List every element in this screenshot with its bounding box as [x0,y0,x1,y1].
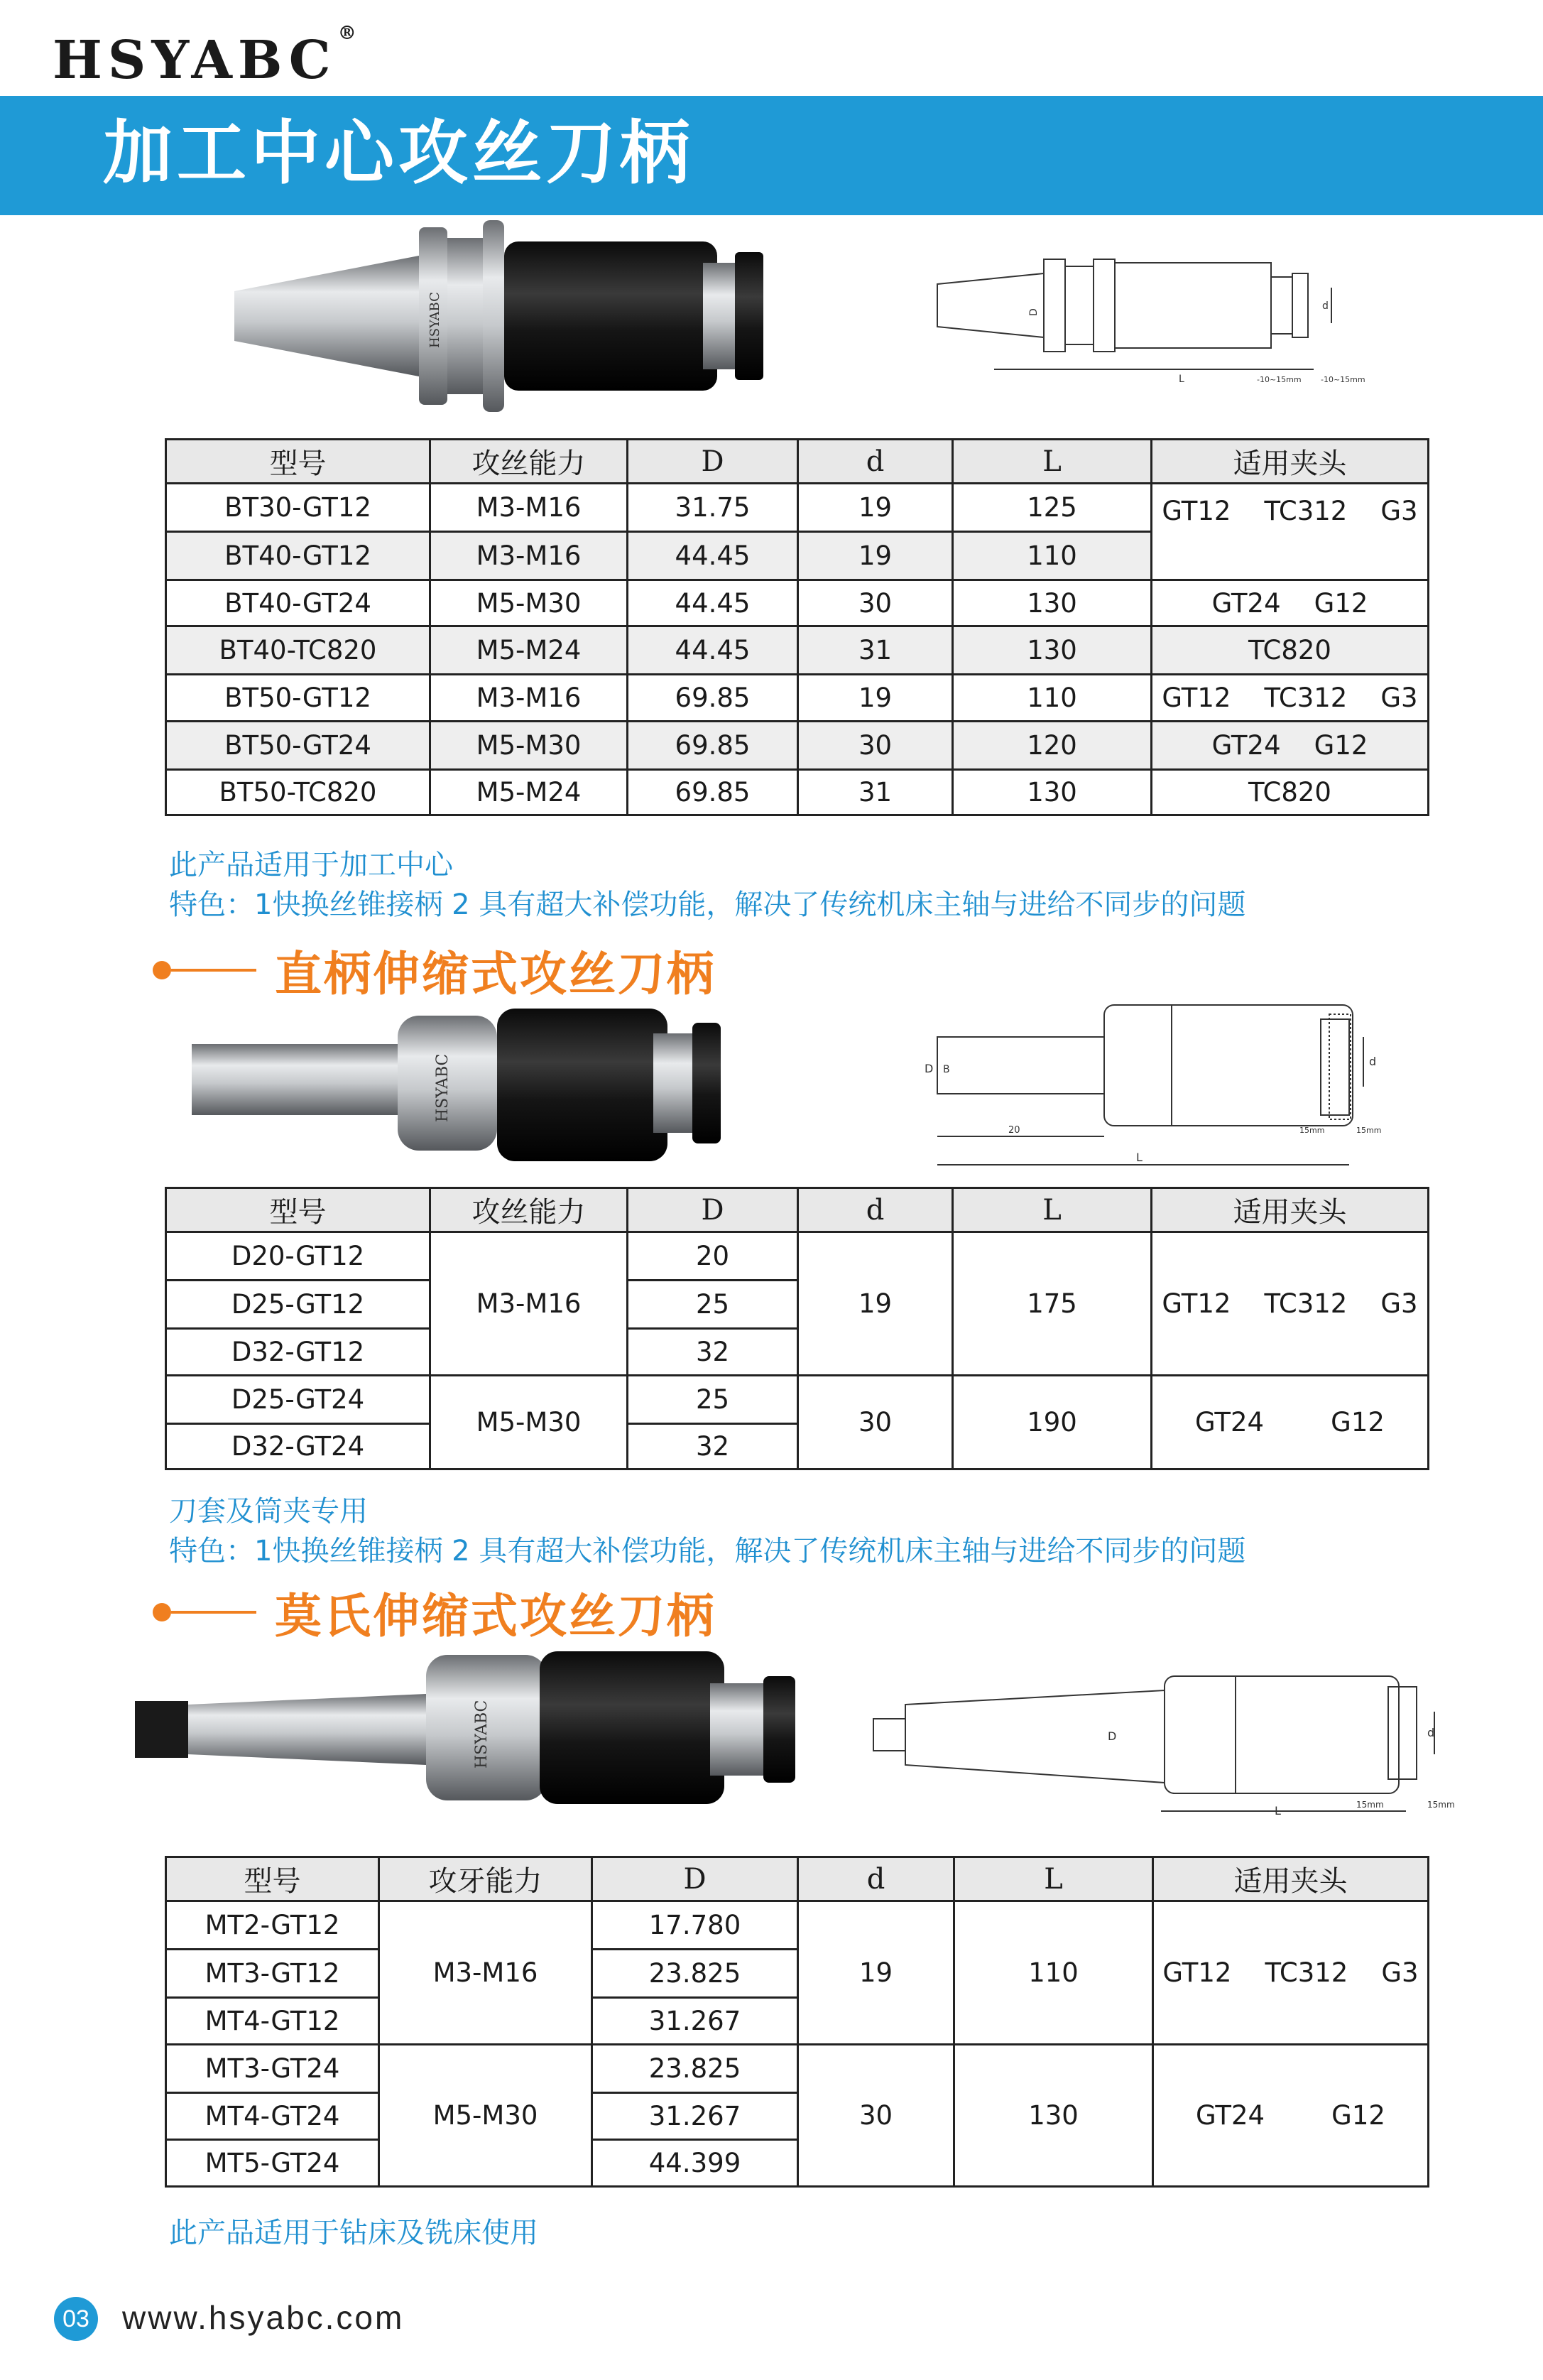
cell-model: MT5-GT24 [166,2140,379,2187]
cell-model: BT40-TC820 [166,626,430,675]
cell-D: 23.825 [592,2045,798,2093]
section3-heading [153,1578,716,1646]
cell-capacity: M5-M30 [379,2045,592,2187]
cell-chuck: GT24 G12 [1152,722,1429,770]
cell-model: D32-GT12 [166,1329,430,1376]
cell-model: BT40-GT24 [166,580,430,626]
cell-model: BT50-GT24 [166,722,430,770]
cell-capacity: M3-M16 [379,1901,592,2045]
cell-L: 110 [953,675,1152,722]
cell-L: 110 [954,1901,1153,2045]
cell-capacity: M3-M16 [430,532,628,580]
cell-D: 20 [628,1232,798,1281]
svg-text:15mm: 15mm [1427,1800,1455,1810]
cell-model: D32-GT24 [166,1424,430,1469]
header-capacity: 攻丝能力 [430,1188,628,1232]
svg-text:L: L [1136,1151,1143,1164]
title-banner [0,96,1543,215]
cell-model: BT50-TC820 [166,770,430,815]
brand-name: HSYABC [53,30,337,91]
registered-mark: ® [337,23,356,44]
cell-d: 19 [798,1901,954,2045]
cell-model: BT40-GT12 [166,532,430,580]
section2-note-usage: 刀套及筒夹专用 [169,1495,368,1528]
svg-text:D: D [925,1062,934,1075]
cell-L: 120 [953,722,1152,770]
header-L: L [953,440,1152,484]
cell-D: 69.85 [628,722,798,770]
section3-title: 莫氏伸缩式攻丝刀柄 [275,1589,716,1643]
table-row [166,2045,1429,2093]
cell-capacity: M3-M16 [430,675,628,722]
cell-model: BT30-GT12 [166,484,430,532]
table-header-row [166,440,1429,484]
section1-note-usage: 此产品适用于加工中心 [169,849,453,881]
cell-model: MT3-GT24 [166,2045,379,2093]
cell-capacity: M5-M30 [430,1376,628,1469]
svg-text:L: L [1179,374,1184,385]
header-model: 型号 [166,1188,430,1232]
cell-d: 19 [798,675,953,722]
morse-taper-holder-photo [128,1641,824,1825]
svg-text:HSYABC: HSYABC [434,1053,452,1122]
cell-D: 31.267 [592,2093,798,2140]
cell-chuck: GT24 G12 [1152,580,1429,626]
cell-D: 44.399 [592,2140,798,2187]
cell-D: 69.85 [628,770,798,815]
bt-tool-holder-photo [213,213,767,419]
table-row [166,1376,1429,1424]
table-row [166,1232,1429,1281]
cell-capacity: M5-M30 [430,722,628,770]
header-capacity: 攻牙能力 [379,1857,592,1901]
header-D: D [592,1857,798,1901]
table-row [166,580,1429,626]
cell-capacity: M5-M30 [430,580,628,626]
cell-chuck: TC820 [1152,770,1429,815]
cell-chuck: GT12 TC312 G3 [1152,675,1429,722]
cell-d: 30 [798,580,953,626]
header-chuck: 适用夹头 [1153,1857,1429,1901]
svg-text:d: d [1427,1726,1435,1739]
cell-capacity: M5-M24 [430,770,628,815]
bullet-line [171,969,256,972]
cell-chuck: GT24 G12 [1152,1376,1429,1469]
morse-taper-spec-table [165,1856,1429,2188]
table-row [166,484,1429,532]
cell-L: 130 [953,626,1152,675]
bullet-line [171,1611,256,1614]
cell-d: 30 [798,1376,953,1469]
cell-d: 31 [798,770,953,815]
straight-shank-holder-photo [185,994,753,1179]
page-title: 加工中心攻丝刀柄 [103,113,694,194]
svg-text:HSYABC: HSYABC [473,1700,491,1768]
cell-D: 32 [628,1424,798,1469]
section1-note-features: 特色：1快换丝锥接柄 2 具有超大补偿功能，解决了传统机床主轴与进给不同步的问题 [169,889,1246,921]
svg-text:B: B [943,1064,950,1075]
cell-L: 125 [953,484,1152,532]
section2-title: 直柄伸缩式攻丝刀柄 [275,947,716,1001]
website-link[interactable]: www.hsyabc.com [122,2299,405,2336]
cell-model: D25-GT24 [166,1376,430,1424]
bt-spec-table [165,438,1429,816]
cell-model: D25-GT12 [166,1281,430,1329]
cell-model: MT4-GT24 [166,2093,379,2140]
header-L: L [954,1857,1153,1901]
cell-D: 44.45 [628,532,798,580]
cell-d: 19 [798,532,953,580]
header-chuck: 适用夹头 [1152,1188,1429,1232]
table-row [166,770,1429,815]
cell-D: 25 [628,1376,798,1424]
cell-L: 130 [953,580,1152,626]
cell-model: MT4-GT12 [166,1998,379,2045]
svg-text:-10~15mm: -10~15mm [1257,375,1302,384]
header-model: 型号 [166,1857,379,1901]
cell-D: 32 [628,1329,798,1376]
cell-D: 31.75 [628,484,798,532]
straight-shank-diagram [895,994,1406,1179]
cell-chuck: GT24 G12 [1153,2045,1429,2187]
svg-text:d: d [1322,300,1329,312]
cell-capacity: M5-M24 [430,626,628,675]
table-header-row [166,1188,1429,1232]
header-model: 型号 [166,440,430,484]
cell-d: 30 [798,722,953,770]
cell-D: 44.45 [628,580,798,626]
section3-note-usage: 此产品适用于钻床及铣床使用 [169,2217,538,2249]
cell-L: 190 [953,1376,1152,1469]
cell-L: 130 [954,2045,1153,2187]
cell-L: 110 [953,532,1152,580]
straight-shank-spec-table [165,1187,1429,1470]
section2-note-features: 特色：1快换丝锥接柄 2 具有超大补偿功能，解决了传统机床主轴与进给不同步的问题 [169,1535,1246,1567]
bullet-dot-icon [153,1603,171,1621]
bullet-dot-icon [153,961,171,979]
morse-taper-diagram [866,1662,1477,1832]
cell-chuck: TC820 [1152,626,1429,675]
svg-text:HSYABC: HSYABC [427,292,442,348]
cell-D: 44.45 [628,626,798,675]
svg-text:15mm: 15mm [1356,1800,1384,1810]
cell-D: 17.780 [592,1901,798,1950]
svg-text:d: d [1369,1055,1377,1068]
cell-model: MT2-GT12 [166,1901,379,1950]
cell-d: 19 [798,484,953,532]
cell-model: D20-GT12 [166,1232,430,1281]
svg-text:D: D [1108,1729,1117,1743]
cell-chuck: GT12 TC312 G3 [1153,1901,1429,2045]
svg-text:15mm: 15mm [1299,1126,1325,1135]
svg-text:15mm: 15mm [1356,1126,1382,1135]
header-d: d [798,440,953,484]
header-d: d [798,1188,953,1232]
cell-D: 25 [628,1281,798,1329]
cell-chuck: GT12 TC312 G3 [1152,1232,1429,1376]
bt-holder-diagram [923,234,1392,405]
svg-text:L: L [1275,1804,1281,1817]
cell-capacity: M3-M16 [430,1232,628,1376]
table-row [166,675,1429,722]
cell-capacity: M3-M16 [430,484,628,532]
cell-model: MT3-GT12 [166,1950,379,1998]
svg-text:D: D [1028,308,1040,316]
header-D: D [628,440,798,484]
cell-L: 130 [953,770,1152,815]
header-d: d [798,1857,954,1901]
cell-D: 31.267 [592,1998,798,2045]
header-chuck: 适用夹头 [1152,440,1429,484]
header-L: L [953,1188,1152,1232]
cell-L: 175 [953,1232,1152,1376]
brand-logo [53,23,356,91]
cell-D: 23.825 [592,1950,798,1998]
table-header-row [166,1857,1429,1901]
cell-d: 19 [798,1232,953,1376]
svg-text:20: 20 [1008,1125,1020,1136]
svg-text:-10~15mm: -10~15mm [1321,375,1365,384]
section2-heading [153,936,716,1004]
table-row [166,626,1429,675]
header-capacity: 攻丝能力 [430,440,628,484]
table-row [166,1901,1429,1950]
table-row [166,722,1429,770]
cell-D: 69.85 [628,675,798,722]
cell-d: 31 [798,626,953,675]
header-D: D [628,1188,798,1232]
page-number-badge: 03 [54,2297,98,2341]
cell-d: 30 [798,2045,954,2187]
cell-chuck: GT12 TC312 G3 [1152,484,1429,580]
cell-model: BT50-GT12 [166,675,430,722]
